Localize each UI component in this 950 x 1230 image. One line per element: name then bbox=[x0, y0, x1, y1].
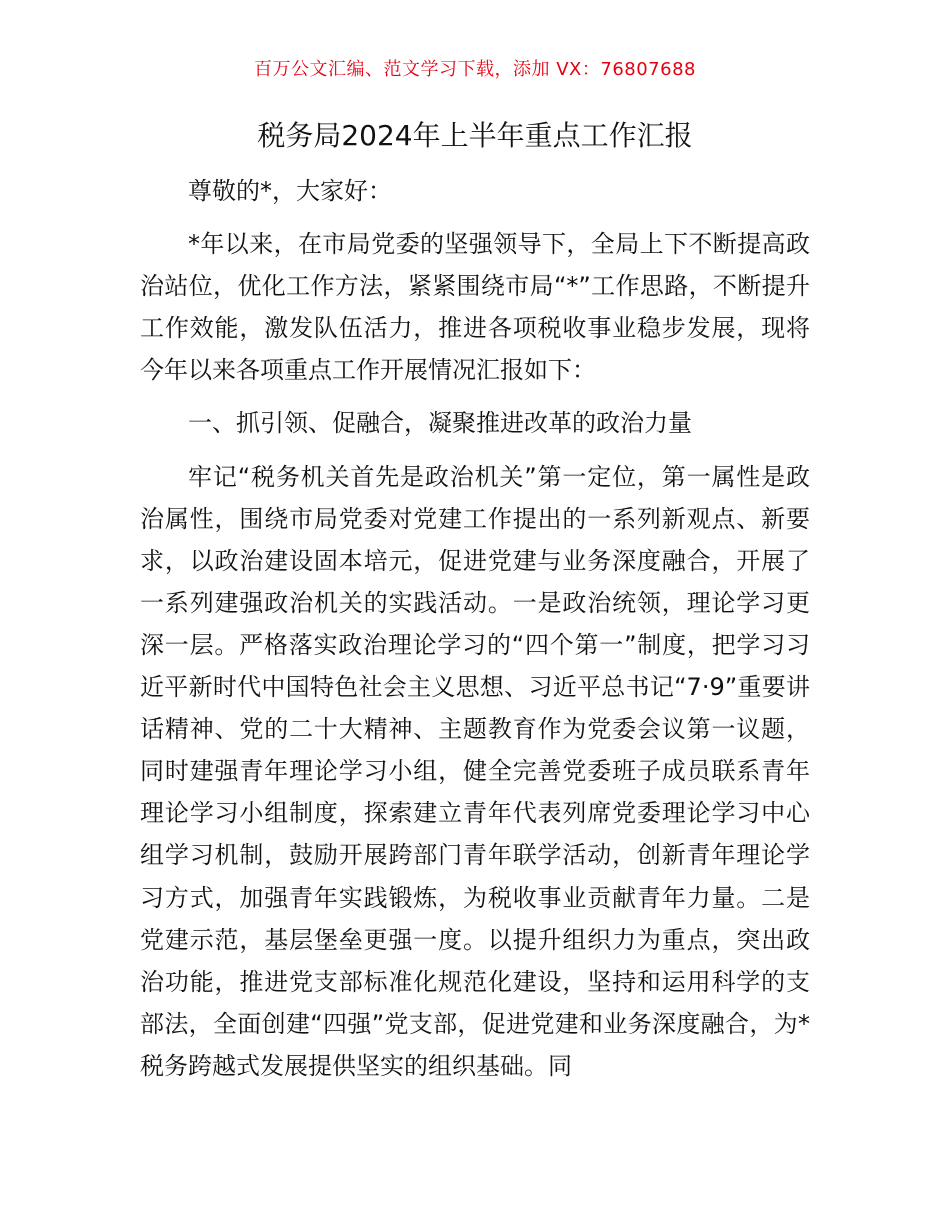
greeting-paragraph: 尊敬的*，大家好： bbox=[188, 177, 392, 205]
header-banner: 百万公文汇编、范文学习下载，添加 VX：76807688 bbox=[254, 59, 696, 80]
document-title: 税务局2024年上半年重点工作汇报 bbox=[257, 119, 693, 152]
document-body bbox=[140, 170, 810, 1087]
section-1-heading: 一、抓引领、促融合，凝聚推进改革的政治力量 bbox=[188, 409, 692, 438]
section-1-body: 牢记“税务机关首先是政治机关”第一定位，第一属性是政治属性，围绕市局党委对党建工作提出的一系列新观点、新要求，以政治建设固本培元，促进党建与业务深度融合，开展了一系列建强政治机关的实践活动。一是政治统领，理论学习更深一层。严格落实政治理论学习的“四个第一”制度，把学习习近平新时代中国特色社会主义思想、习近平总书记“7·9”重要讲话精神、党的二十大精神、主题教育作为党委会议第一议题，同时建强青年理论学习小组，健全完善党委班子成员联系青年理论学习小组制度，探索建立青年代表列席党委理论学习中心组学习机制，鼓励开展跨部门青年联学活动，创新青年理论学习方式，加强青年实践锻炼，为税收事业贡献青年力量。二是党建示范，基层堡垒更强一度。以提升组织力为重点，突出政治功能，推进党支部标准化规范化建设，坚持和运用科学的支部法，全面创建“四强”党支部，促进党建和业务深度融合，为*税务跨越式发展提供坚实的组织基础。同 bbox=[140, 462, 810, 1080]
intro-paragraph: *年以来，在市局党委的坚强领导下，全局上下不断提高政治站位，优化工作方法，紧紧围绕市局“*”工作思路，不断提升工作效能，激发队伍活力，推进各项税收事业稳步发展，现将今年以来各项重点工作开展情况汇报如下： bbox=[140, 230, 810, 385]
